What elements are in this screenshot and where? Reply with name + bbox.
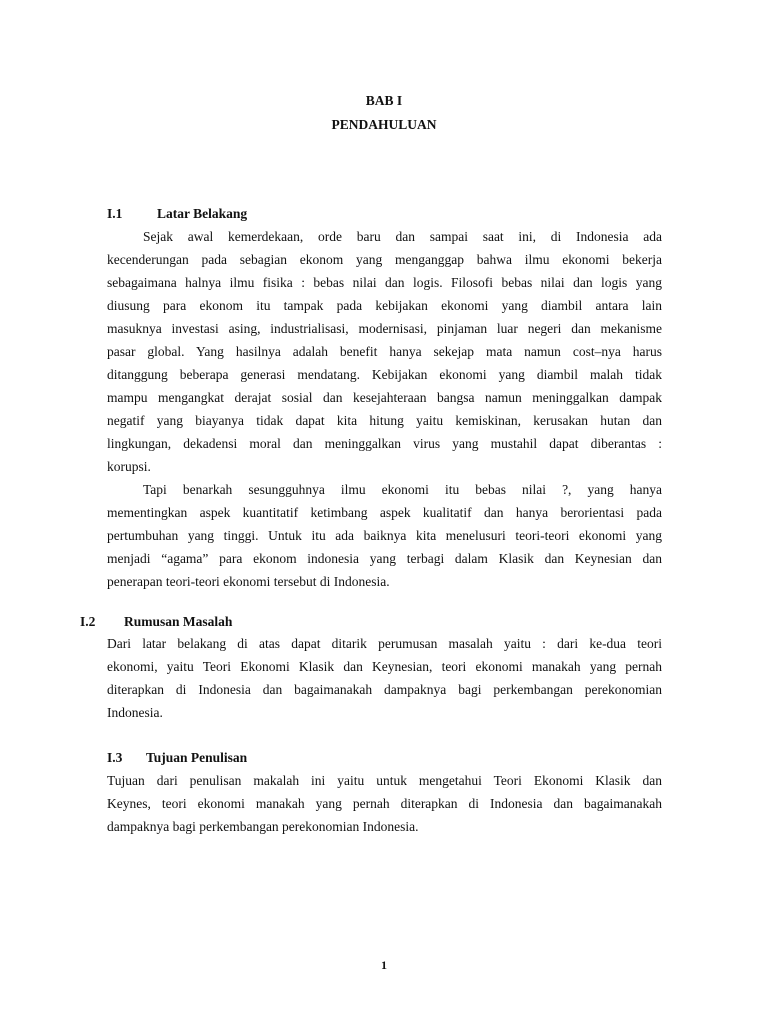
section-title: Rumusan Masalah [124,614,233,629]
paragraph-rumusan-masalah [107,632,662,724]
text-line: penerapan teori-teori ekonomi tersebut di Indonesia. [107,574,390,589]
section-number: I.2 [80,614,96,629]
page-number: 1 [381,958,387,972]
section-heading-latar-belakang [107,207,247,221]
paragraph-tujuan-penulisan [107,769,662,838]
chapter-title: PENDAHULUAN [331,117,437,132]
text-line: korupsi. [107,459,151,474]
text-line: Tapi benarkah sesungguhnya ilmu ekonomi itu bebas nilai ?, yang hanya [143,482,662,497]
text-line: pertumbuhan yang tinggi. Untuk itu ada baiknya kita menelusuri teori-teori ekonomi yang [107,528,662,543]
text-line: mampu mengangkat derajat sosial dan kesejahteraan bangsa namun meninggalkan dampak [107,390,662,405]
text-line: Sejak awal kemerdekaan, orde baru dan sampai saat ini, di Indonesia ada [143,229,662,244]
text-line: mementingkan aspek kuantitatif ketimbang aspek kualitatif dan hanya berorientasi pada [107,505,662,520]
text-line: Tujuan dari penulisan makalah ini yaitu untuk mengetahui Teori Ekonomi Klasik dan [107,773,662,788]
text-line: pasar global. Yang hasilnya adalah benefit hanya sekejap mata namun cost–nya harus [107,344,662,359]
text-line: Indonesia. [107,705,163,720]
section-heading-rumusan-masalah [80,615,232,629]
section-title: Latar Belakang [157,206,248,221]
text-line: ekonomi, yaitu Teori Ekonomi Klasik dan Keynesian, teori ekonomi manakah yang pernah [107,659,662,674]
section-title: Tujuan Penulisan [146,750,248,765]
text-line: Dari latar belakang di atas dapat ditarik perumusan masalah yaitu : dari ke-dua teori [107,636,662,651]
text-line: negatif yang biayanya tidak dapat kita hitung yaitu kemiskinan, kerusakan hutan dan [107,413,662,428]
text-line: kecenderungan pada sebagian ekonom yang menganggap bahwa ilmu ekonomi bekerja [107,252,662,267]
section-number: I.3 [107,750,123,765]
section-number: I.1 [107,206,123,221]
text-line: masuknya investasi asing, industrialisasi, modernisasi, pinjaman luar negeri dan mekanisme [107,321,662,336]
text-line: sebagaimana halnya ilmu fisika : bebas nilai dan logis. Filosofi bebas nilai dan logis yang [107,275,662,290]
text-line: lingkungan, dekadensi moral dan meninggalkan virus yang mustahil dapat diberantas : [107,436,662,451]
text-line: Keynes, teori ekonomi manakah yang pernah diterapkan di Indonesia dan bagaimanakah [107,796,662,811]
text-line: dampaknya bagi perkembangan perekonomian Indonesia. [107,819,419,834]
section-heading-tujuan-penulisan [107,751,247,765]
text-line: ditanggung beberapa generasi mendatang. Kebijakan ekonomi yang diambil malah tidak [107,367,662,382]
paragraph-latar-belakang [107,225,662,593]
text-line: menjadi “agama” para ekonom indonesia yang terbagi dalam Klasik dan Keynesian dan [107,551,662,566]
text-line: diterapkan di Indonesia dan bagaimanakah dampaknya bagi perkembangan perekonomian [107,682,662,697]
text-line: diusung para ekonom itu tampak pada kebijakan ekonomi yang diambil antara lain [107,298,662,313]
chapter-label: BAB I [365,93,403,108]
